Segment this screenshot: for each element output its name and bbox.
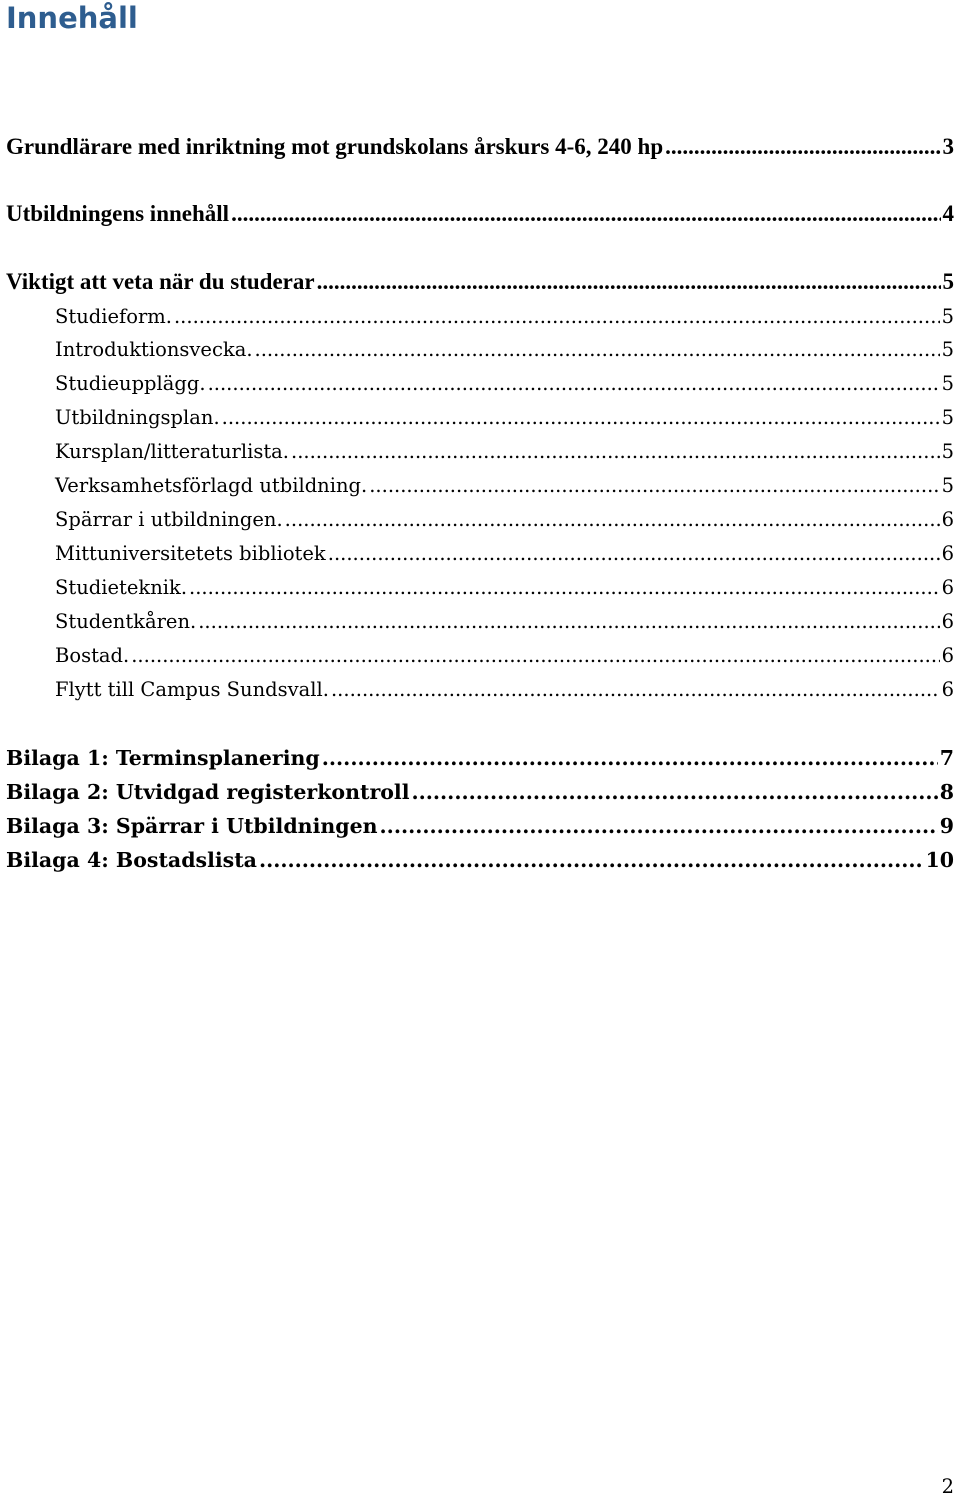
toc-entry-label: Spärrar i utbildningen.	[55, 508, 283, 531]
toc-entry-studieform[interactable]	[55, 305, 954, 328]
toc-entry-studieteknik[interactable]	[55, 576, 954, 599]
toc-entry-label: Flytt till Campus Sundsvall.	[55, 678, 329, 701]
toc-entry-label: Utbildningens innehåll	[6, 201, 230, 226]
toc-title: Innehåll	[6, 1, 138, 35]
toc-entry-page: 6	[941, 542, 954, 565]
toc-dot-leader	[231, 201, 940, 227]
toc-entry-label: Studentkåren.	[55, 610, 197, 633]
toc-entry-label: Utbildningsplan.	[55, 406, 220, 429]
toc-entry-page: 5	[941, 305, 954, 328]
toc-entry-label: Grundlärare med inriktning mot grundskolans årskurs 4-6, 240 hp	[6, 134, 664, 159]
toc-dot-leader	[322, 746, 938, 770]
toc-entry-utbildningsplan[interactable]	[55, 406, 954, 429]
toc-entry-verksamhetsforlagd[interactable]	[55, 474, 954, 497]
toc-dot-leader	[222, 406, 940, 429]
page-number: 2	[941, 1475, 954, 1498]
toc-entry-page: 5	[941, 474, 954, 497]
toc-dot-leader	[131, 644, 939, 667]
toc-dot-leader	[328, 542, 940, 565]
toc-entry-label: Studieupplägg.	[55, 372, 206, 395]
toc-entry-page: 10	[925, 848, 954, 872]
toc-entry-bibliotek[interactable]	[55, 542, 954, 565]
toc-entry-page: 6	[941, 678, 954, 701]
toc-entry-page: 5	[942, 269, 954, 294]
toc-entry-label: Bilaga 4: Bostadslista	[6, 848, 257, 872]
toc-entry-page: 5	[941, 372, 954, 395]
toc-entry-label: Bilaga 1: Terminsplanering	[6, 746, 320, 770]
toc-entry-label: Bilaga 2: Utvidgad registerkontroll	[6, 780, 410, 804]
toc-entry-page: 7	[939, 746, 954, 770]
toc-dot-leader	[174, 305, 940, 328]
toc-entry-flytt[interactable]	[55, 678, 954, 701]
toc-entry-kursplan[interactable]	[55, 440, 954, 463]
toc-dot-leader	[380, 814, 938, 838]
toc-entry-page: 4	[942, 201, 954, 226]
toc-dot-leader	[291, 440, 940, 463]
toc-entry-sparrar[interactable]	[55, 508, 954, 531]
toc-entry-bostad[interactable]	[55, 644, 954, 667]
toc-dot-leader	[665, 134, 940, 160]
toc-entry-label: Introduktionsvecka.	[55, 338, 253, 361]
toc-entry-label: Kursplan/litteraturlista.	[55, 440, 289, 463]
toc-entry-page: 5	[941, 406, 954, 429]
toc-entry-page: 9	[939, 814, 954, 838]
toc-entry-introduktionsvecka[interactable]	[55, 338, 954, 361]
toc-entry-bilaga-2[interactable]	[6, 780, 954, 804]
toc-entry-label: Bilaga 3: Spärrar i Utbildningen	[6, 814, 378, 838]
toc-entry-utbildningens-innehall[interactable]	[6, 201, 954, 227]
toc-entry-label: Studieform.	[55, 305, 172, 328]
toc-dot-leader	[198, 610, 939, 633]
toc-entry-label: Verksamhetsförlagd utbildning.	[55, 474, 368, 497]
toc-dot-leader	[331, 678, 940, 701]
toc-dot-leader	[259, 848, 924, 872]
toc-entry-bilaga-4[interactable]	[6, 848, 954, 872]
toc-entry-studieupplagg[interactable]	[55, 372, 954, 395]
toc-entry-label: Studieteknik.	[55, 576, 188, 599]
toc-dot-leader	[285, 508, 940, 531]
toc-entry-studentkaren[interactable]	[55, 610, 954, 633]
toc-entry-grundlarare[interactable]	[6, 134, 954, 160]
toc-entry-page: 3	[942, 134, 954, 159]
toc-entry-page: 6	[941, 508, 954, 531]
toc-dot-leader	[189, 576, 940, 599]
toc-dot-leader	[412, 780, 938, 804]
toc-entry-page: 6	[941, 610, 954, 633]
toc-dot-leader	[317, 269, 941, 295]
toc-entry-bilaga-1[interactable]	[6, 746, 954, 770]
toc-entry-page: 8	[939, 780, 954, 804]
toc-entry-label: Viktigt att veta när du studerar	[6, 269, 315, 294]
toc-dot-leader	[208, 372, 940, 395]
toc-entry-page: 6	[941, 644, 954, 667]
toc-entry-page: 6	[941, 576, 954, 599]
toc-entry-page: 5	[941, 440, 954, 463]
toc-entry-page: 5	[941, 338, 954, 361]
toc-entry-label: Bostad.	[55, 644, 130, 667]
toc-entry-viktigt-att-veta[interactable]	[6, 269, 954, 295]
toc-dot-leader	[255, 338, 940, 361]
toc-entry-label: Mittuniversitetets bibliotek	[55, 542, 326, 565]
toc-dot-leader	[369, 474, 939, 497]
toc-entry-bilaga-3[interactable]	[6, 814, 954, 838]
